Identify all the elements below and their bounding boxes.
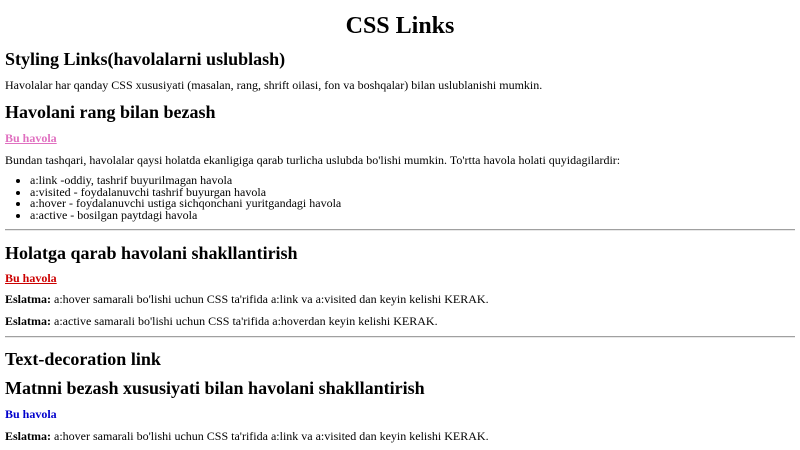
note-label: Eslatma: bbox=[5, 314, 51, 328]
decoration-link[interactable]: Bu havola bbox=[5, 407, 57, 421]
color-text: Bundan tashqari, havolalar qaysi holatda ekanligiga qarab turlicha uslubda bo'lishi mumkin. To'rtta havola holati quyidagilardir: bbox=[5, 153, 621, 167]
list-item: • a:link -oddiy, tashrif buyurilmagan havola bbox=[30, 175, 795, 187]
styling-heading: Styling Links(havolalarni uslublash) bbox=[5, 49, 286, 69]
color-heading: Havolani rang bilan bezash bbox=[5, 102, 216, 122]
page-title: CSS Links bbox=[345, 13, 455, 39]
state-note-2 bbox=[5, 314, 795, 328]
divider bbox=[5, 229, 795, 231]
state-link[interactable]: Bu havola bbox=[5, 271, 57, 285]
note-text: a:active samarali bo'lishi uchun CSS ta'rifida a:hoverdan keyin kelishi KERAK. bbox=[51, 314, 438, 328]
note-text: a:hover samarali bo'lishi uchun CSS ta'rifida a:link va a:visited dan keyin kelishi KERAK. bbox=[51, 292, 489, 306]
state-note-1 bbox=[5, 292, 795, 306]
styling-text: Havolalar har qanday CSS xususiyati (masalan, rang, shrift oilasi, fon va boshqalar) bilan uslublanishi mumkin. bbox=[5, 78, 543, 92]
list-item: • a:visited - foydalanuvchi tashrif buyurgan havola bbox=[30, 187, 795, 199]
decoration-subheading: Matnni bezash xususiyati bilan havolani shakllantirish bbox=[5, 378, 425, 398]
divider bbox=[5, 336, 795, 338]
list-item: • a:hover - foydalanuvchi ustiga sichqonchani yuritgandagi havola bbox=[30, 198, 795, 210]
note-label: Eslatma: bbox=[5, 429, 51, 443]
note-label: Eslatma: bbox=[5, 292, 51, 306]
list-item: • a:active - bosilgan paytdagi havola bbox=[30, 210, 795, 222]
state-heading: Holatga qarab havolani shakllantirish bbox=[5, 243, 298, 263]
link-states-list bbox=[5, 175, 795, 221]
note-text: a:hover samarali bo'lishi uchun CSS ta'rifida a:link va a:visited dan keyin kelishi KERAK. bbox=[51, 429, 489, 443]
decoration-heading: Text-decoration link bbox=[5, 349, 161, 369]
color-link[interactable]: Bu havola bbox=[5, 131, 57, 145]
decoration-note bbox=[5, 429, 795, 443]
